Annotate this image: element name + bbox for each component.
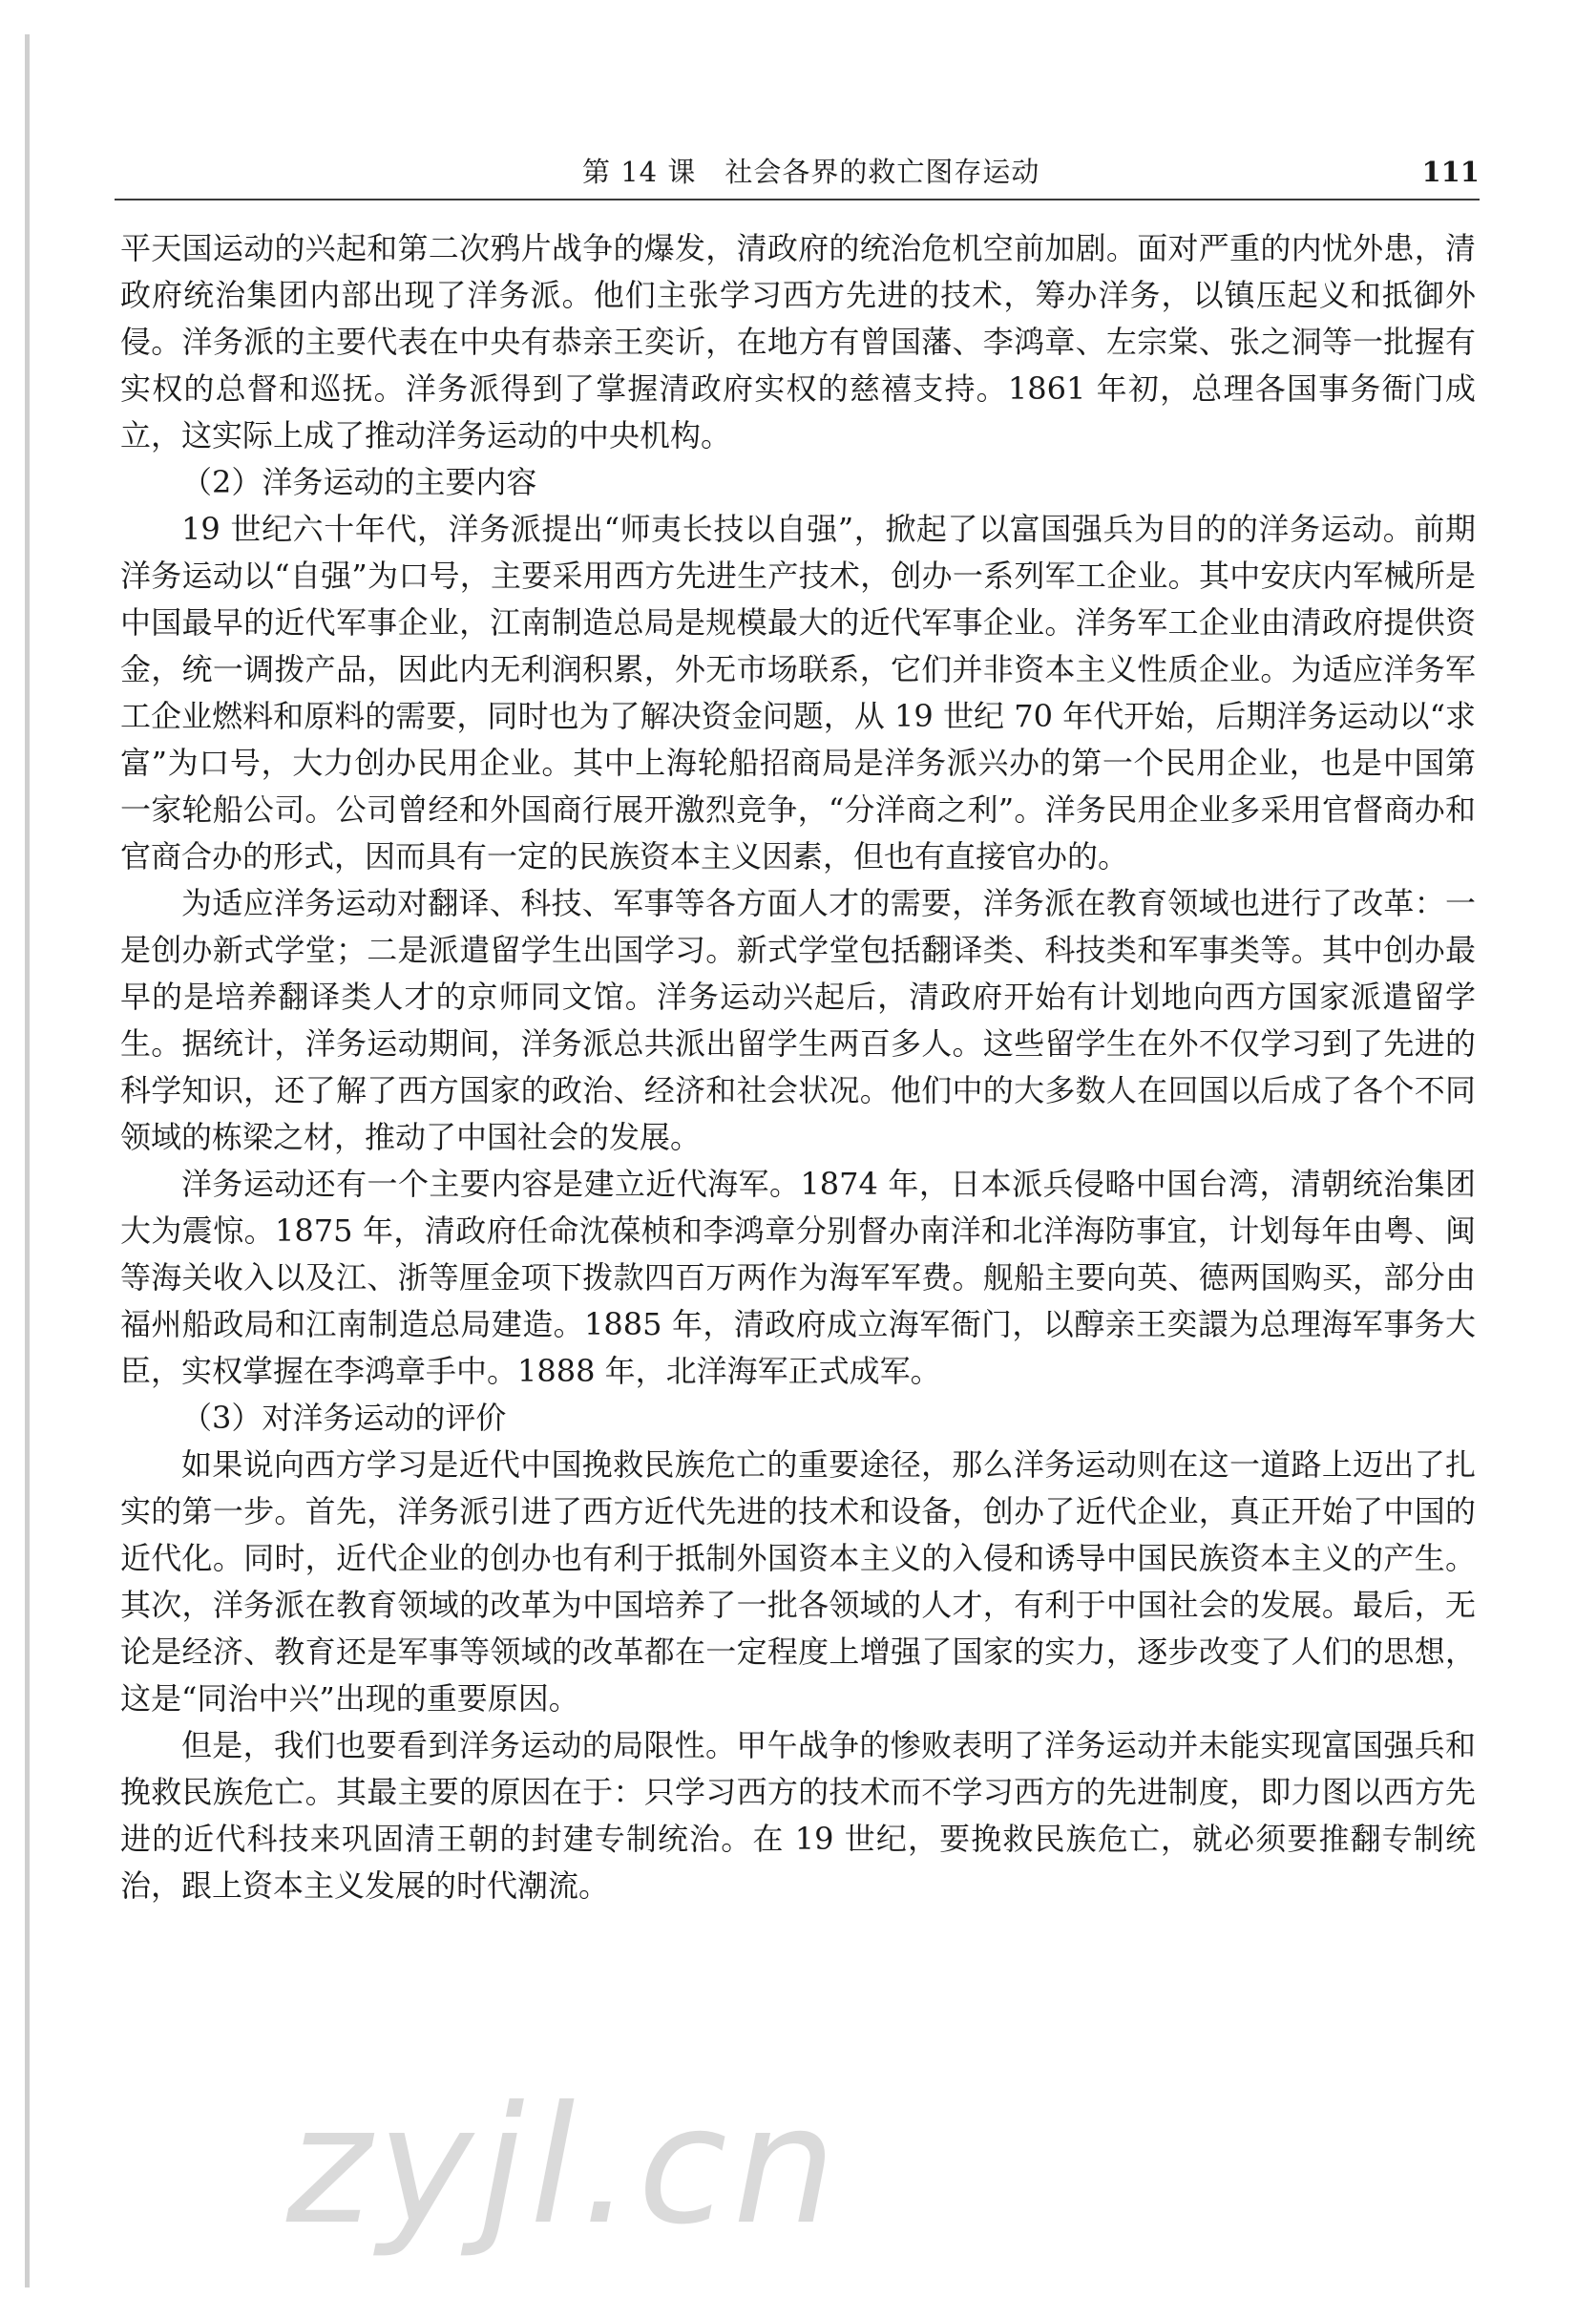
paragraph-education-reform: 为适应洋务运动对翻译、科技、军事等各方面人才的需要，洋务派在教育领域也进行了改革：一是创办新式学堂；二是派遣留学生出国学习。新式学堂包括翻译类、科技类和军事类等。其中创办最早的是培养翻译类人才的京师同文馆。洋务运动兴起后，清政府开始有计划地向西方国家派遣留学生。据统计，洋务运动期间，洋务派总共派出留学生两百多人。这些留学生在外不仅学习到了先进的科学知识，还了解了西方国家的政治、经济和社会状况。他们中的大多数人在回国以后成了各个不同领域的栋梁之材，推动了中国社会的发展。 (120, 885, 1476, 1155)
paragraph-navy: 洋务运动还有一个主要内容是建立近代海军。1874 年，日本派兵侵略中国台湾，清朝统治集团大为震惊。1875 年，清政府任命沈葆桢和李鸿章分别督办南洋和北洋海防事宜，计划每年由粤、闽等海关收入以及江、浙等厘金项下拨款四百万两作为海军军费。舰船主要向英、德两国购买，部分由福州船政局和江南制造总局建造。1885 年，清政府成立海军衙门，以醇亲王奕譞为总理海军事务大臣，实权掌握在李鸿章手中。1888 年，北洋海军正式成军。 (120, 1166, 1476, 1389)
body-text (120, 225, 1476, 1909)
section-heading-3: （3）对洋务运动的评价 (181, 1400, 507, 1436)
section-heading-2: （2）洋务运动的主要内容 (181, 464, 537, 500)
watermark-logo: zyjl.cn (286, 2072, 842, 2261)
paragraph-main-content: 19 世纪六十年代，洋务派提出“师夷长技以自强”，掀起了以富国强兵为目的的洋务运动。前期洋务运动以“自强”为口号，主要采用西方先进生产技术，创办一系列军工企业。其中安庆内军械所是中国最早的近代军事企业，江南制造总局是规模最大的近代军事企业。洋务军工企业由清政府提供资金，统一调拨产品，因此内无利润积累，外无市场联系，它们并非资本主义性质企业。为适应洋务军工企业燃料和原料的需要，同时也为了解决资金问题，从 19 世纪 70 年代开始，后期洋务运动以“求富”为口号，大力创办民用企业。其中上海轮船招商局是洋务派兴办的第一个民用企业，也是中国第一家轮船公司。公司曾经和外国商行展开激烈竞争，“分洋商之利”。洋务民用企业多采用官督商办和官商合办的形式，因而具有一定的民族资本主义因素，但也有直接官办的。 (120, 511, 1476, 875)
paragraph-evaluation: 如果说向西方学习是近代中国挽救民族危亡的重要途径，那么洋务运动则在这一道路上迈出了扎实的第一步。首先，洋务派引进了西方近代先进的技术和设备，创办了近代企业，真正开始了中国的近代化。同时，近代企业的创办也有利于抵制外国资本主义的入侵和诱导中国民族资本主义的产生。其次，洋务派在教育领域的改革为中国培养了一批各领域的人才，有利于中国社会的发展。最后，无论是经济、教育还是军事等领域的改革都在一定程度上增强了国家的实力，逐步改变了人们的思想，这是“同治中兴”出现的重要原因。 (120, 1446, 1476, 1717)
paragraph-limitations: 但是，我们也要看到洋务运动的局限性。甲午战争的惨败表明了洋务运动并未能实现富国强兵和挽救民族危亡。其最主要的原因在于：只学习西方的技术而不学习西方的先进制度，即力图以西方先进的近代科技来巩固清王朝的封建专制统治。在 19 世纪，要挽救民族危亡，就必须要推翻专制统治，跟上资本主义发展的时代潮流。 (120, 1727, 1476, 1904)
running-header (115, 153, 1480, 200)
chapter-title: 第 14 课 社会各界的救亡图存运动 (582, 156, 1040, 188)
paragraph-continuation: 平天国运动的兴起和第二次鸦片战争的爆发，清政府的统治危机空前加剧。面对严重的内忧外患，清政府统治集团内部出现了洋务派。他们主张学习西方先进的技术，筹办洋务，以镇压起义和抵御外侵。洋务派的主要代表在中央有恭亲王奕䜣，在地方有曾国藩、李鸿章、左宗棠、张之洞等一批握有实权的总督和巡抚。洋务派得到了掌握清政府实权的慈禧支持。1861 年初，总理各国事务衙门成立，这实际上成了推动洋务运动的中央机构。 (120, 230, 1476, 453)
page-number: 111 (1421, 156, 1480, 188)
